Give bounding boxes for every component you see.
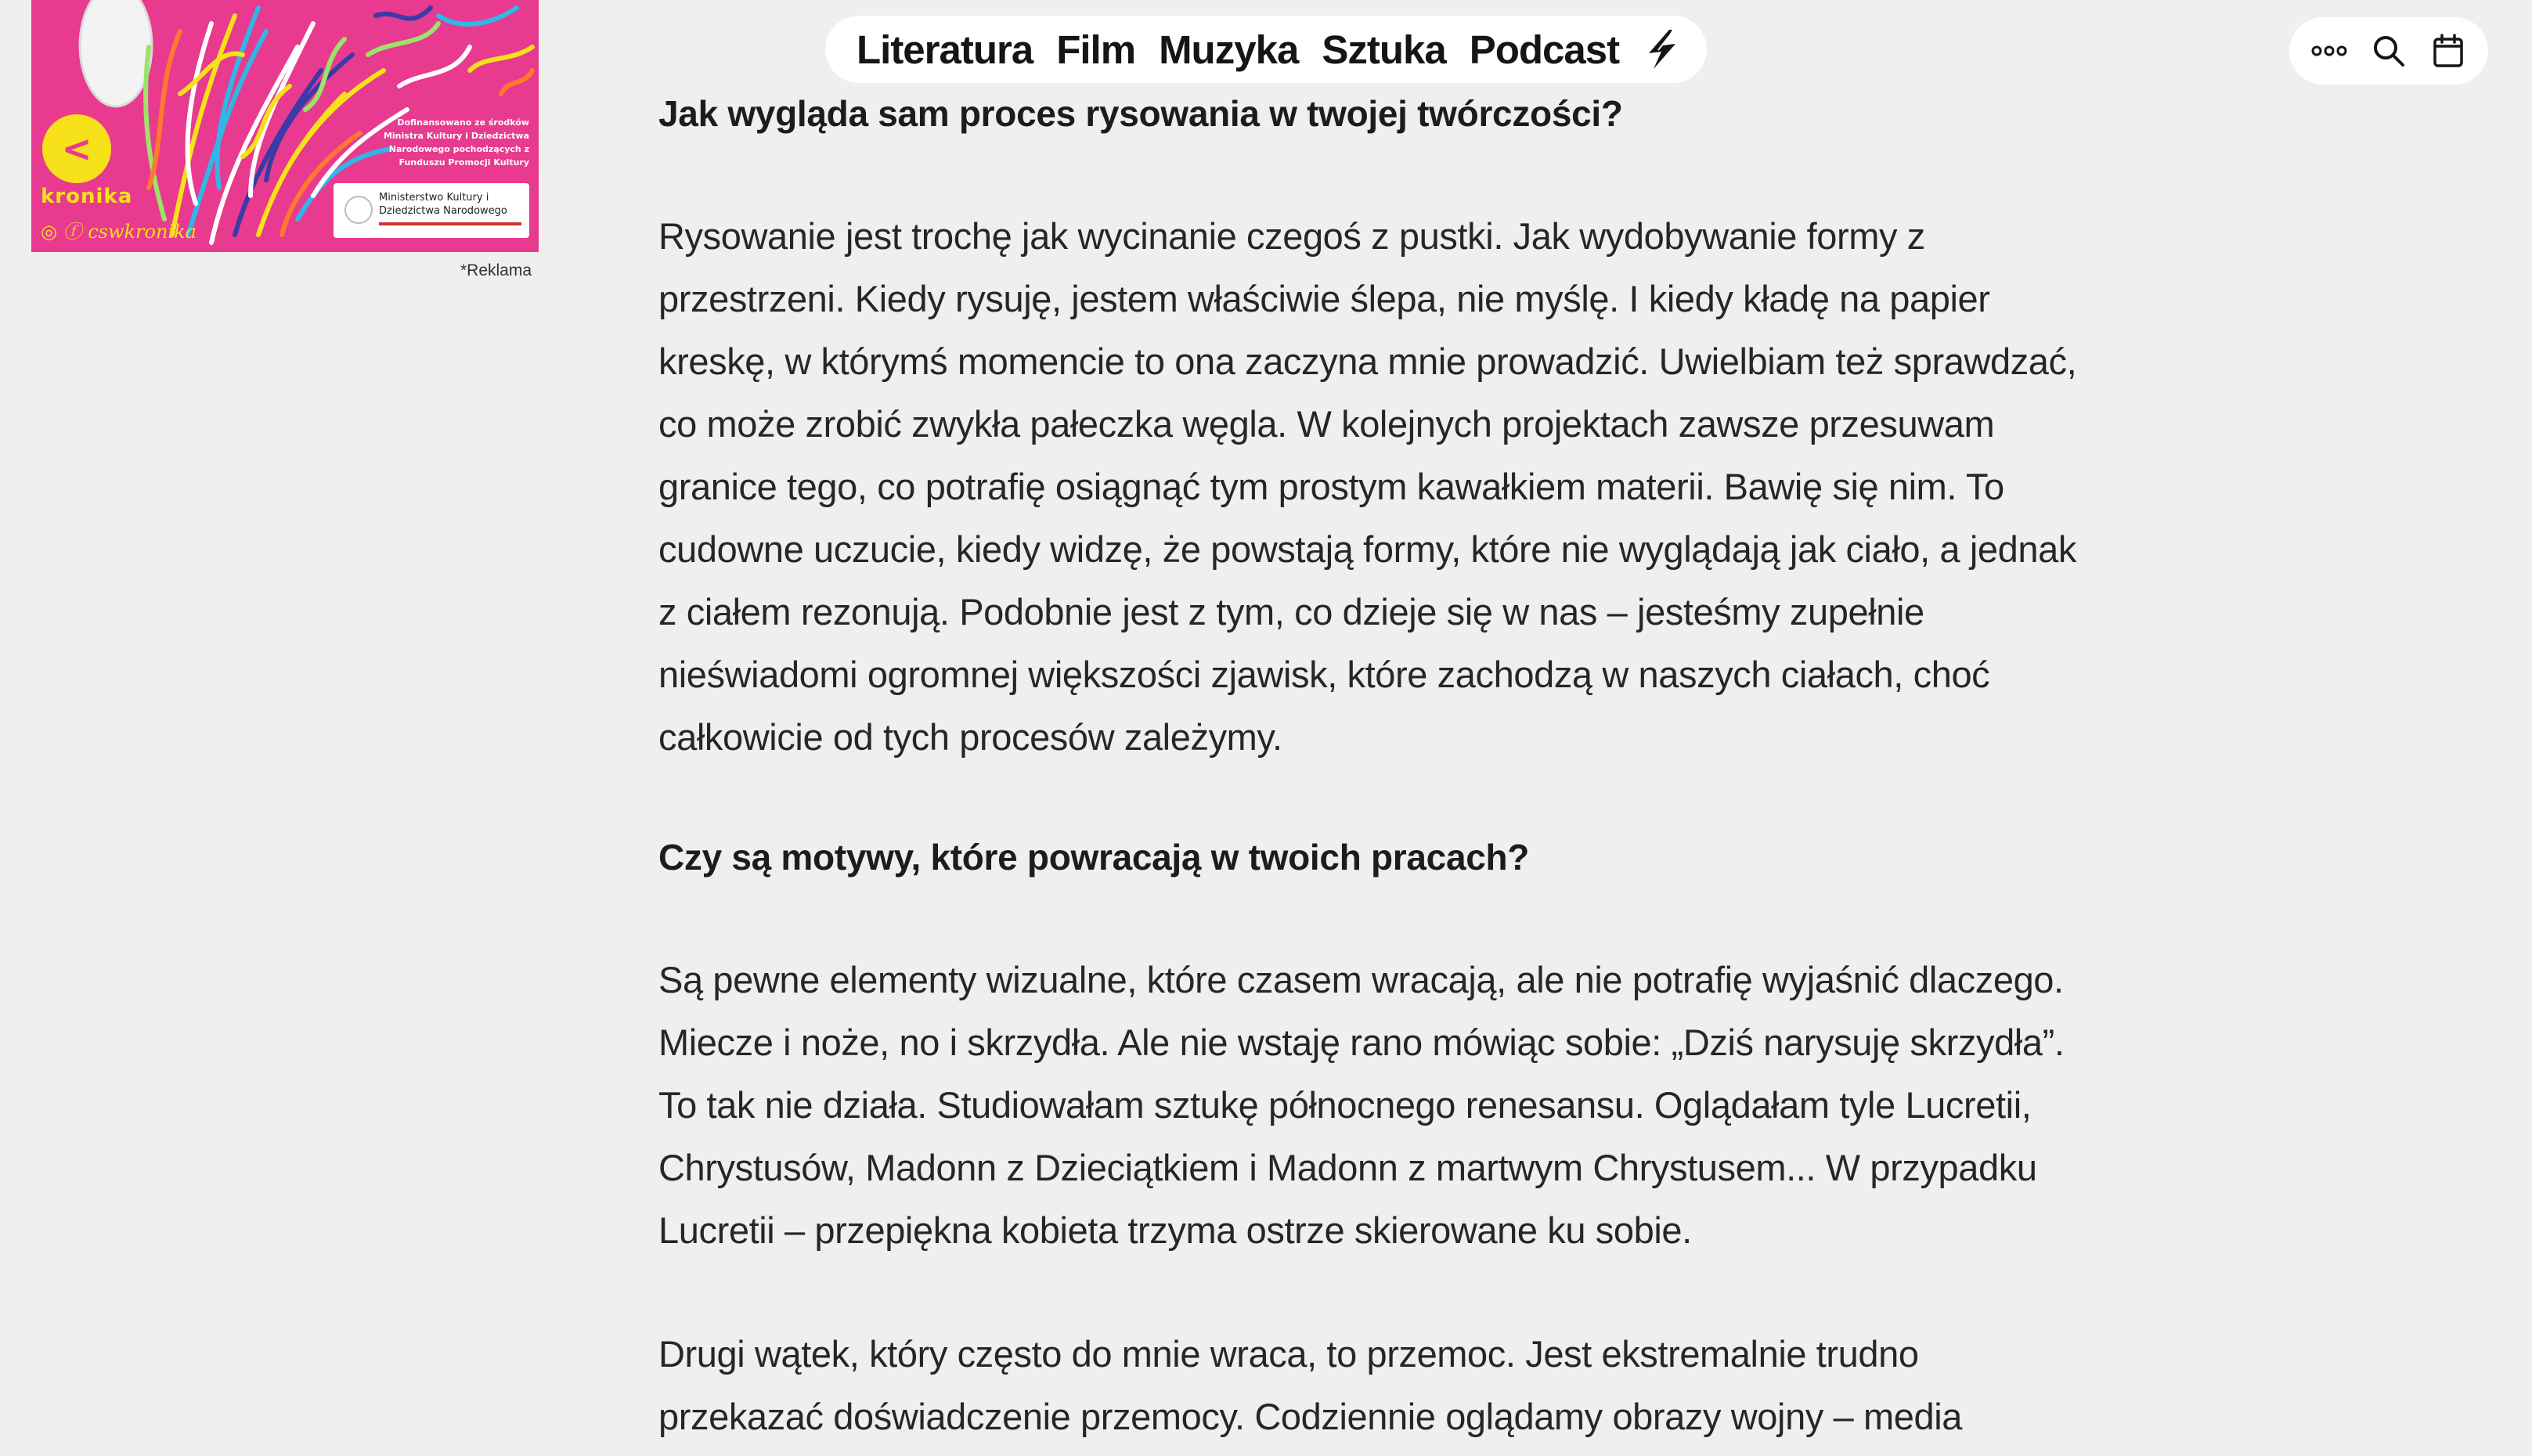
ad-caption: *Reklama (460, 261, 532, 279)
ad-ministry-name: Ministerstwo Kultury i Dziedzictwa Narodowego (379, 191, 521, 225)
ad-social-handle-text: cswkronika (88, 221, 197, 243)
interview-question: Czy są motywy, które powracają w twoich pracach? (658, 837, 1530, 878)
interview-answer: Drugi wątek, który często do mnie wraca, to przemoc. Jest ekstremalnie trudno przekazać doświadczenie przemocy. Codziennie oglądamy obrazy wojny – media (658, 1333, 1962, 1437)
nav-item-muzyka[interactable]: Muzyka (1159, 27, 1299, 72)
main-navigation (825, 16, 1707, 83)
more-icon[interactable] (2310, 31, 2349, 70)
ad-social-handle: ◎ ⓕ cswkronika (41, 221, 197, 243)
ad-brand-name: kronika (41, 185, 133, 208)
nav-item-film[interactable]: Film (1056, 27, 1136, 72)
search-icon[interactable] (2369, 31, 2408, 70)
ad-logo: < (42, 114, 111, 183)
nav-item-literatura[interactable]: Literatura (857, 27, 1033, 72)
interview-question: Jak wygląda sam proces rysowania w twojej twórczości? (658, 93, 1623, 134)
calendar-icon[interactable] (2429, 31, 2468, 70)
toolbar (2289, 17, 2488, 85)
nav-item-podcast[interactable]: Podcast (1469, 27, 1620, 72)
eagle-emblem-icon (344, 196, 373, 224)
interview-answer: Rysowanie jest trochę jak wycinanie czegoś z pustki. Jak wydobywanie formy z przestrzeni. Kiedy rysuję, jestem właściwie ślepa, nie myślę. I kiedy kładę na papier kreskę, w którymś momencie to ona zaczyna mnie prowadzić. Uwielbiam też sprawdzać, co może zrobić zwykła pałeczka węgla. W kolejnych projektach zawsze przesuwam granice tego, co potrafię osiągnąć tym prostym kawałkiem materii. Bawię się nim. To cudowne uczucie, kiedy widzę, że powstają formy, które nie wyglądają jak ciało, a jednak z ciałem rezonują. Podobnie jest z tym, co dzieje się w nas – jesteśmy zupełnie nieświadomi ogromnej większości zjawisk, które zachodzą w naszych ciałach, choć całkowicie od tych procesów zależymy. (658, 215, 2077, 758)
ad-ministry-logo (334, 183, 529, 238)
nav-item-sztuka[interactable]: Sztuka (1322, 27, 1446, 72)
lightning-icon[interactable] (1643, 28, 1682, 70)
advertisement-banner[interactable] (31, 0, 539, 252)
ad-funding-note: Dofinansowano ze środków Ministra Kultury i Dziedzictwa Narodowego pochodzących z Funduszu Promocji Kultury (383, 117, 529, 168)
interview-answer: Są pewne elementy wizualne, które czasem wracają, ale nie potrafię wyjaśnić dlaczego. Miecze i noże, no i skrzydła. Ale nie wstaję rano mówiąc sobie: „Dziś narysuję skrzydła”. To tak nie działa. Studiowałam sztukę północnego renesansu. Oglądałam tyle Lucretii, Chrystusów, Madonn z Dzieciątkiem i Madonn z martwym Chrystusem... W przypadku Lucretii – przepiękna kobieta trzyma ostrze skierowane ku sobie. (658, 959, 2065, 1251)
